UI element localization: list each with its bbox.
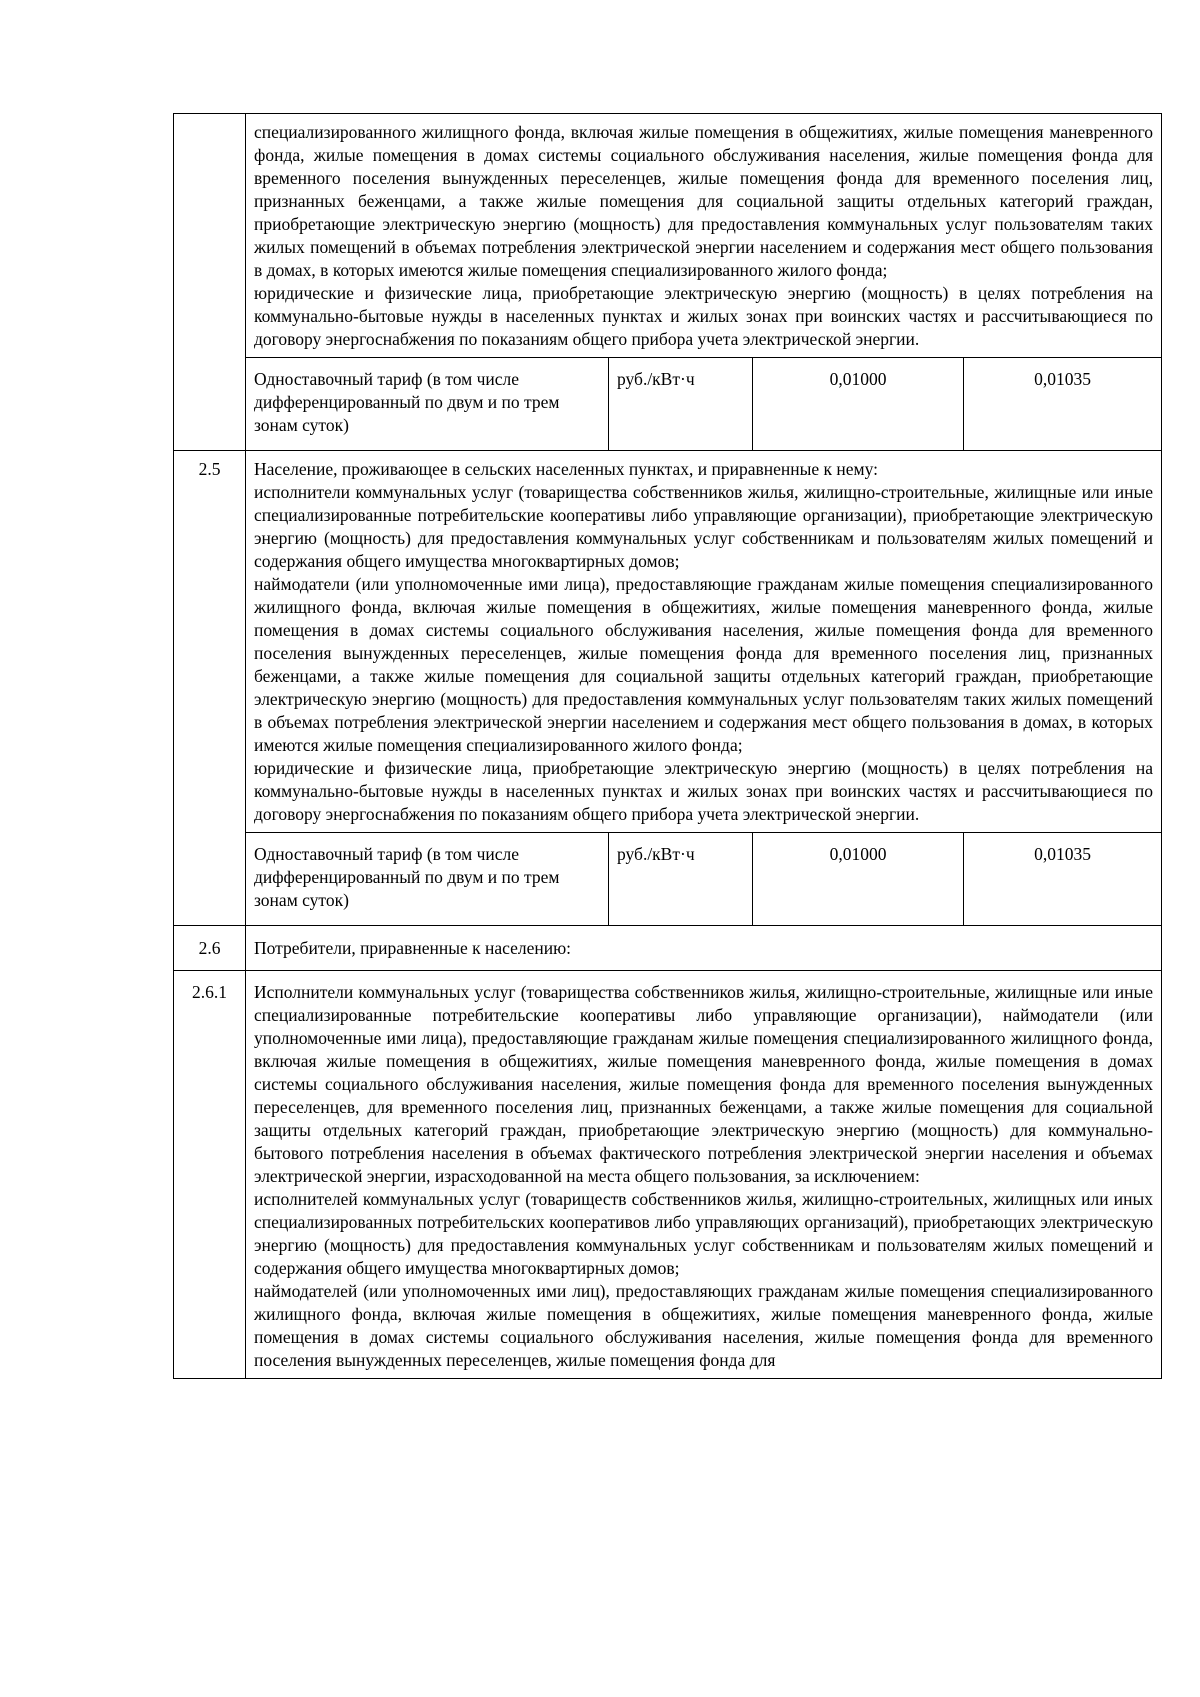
tariff-name: Одноставочный тариф (в том числе дифференцированный по двум и по трем зонам суток) — [246, 833, 609, 926]
tariff-unit: руб./кВт·ч — [609, 833, 753, 926]
paragraph: юридические и физические лица, приобретающие электрическую энергию (мощность) в целях потребления на коммунально-бытовые нужды в населенных пунктах и жилых зонах при воинских частях и рассчитывающиеся по договору энергоснабжения по показаниям общего прибора учета электрической энергии. — [254, 283, 1154, 349]
tariff-row — [174, 358, 1162, 451]
paragraph: Население, проживающее в сельских населенных пунктах, и приравненные к нему: — [254, 459, 879, 479]
paragraph: юридические и физические лица, приобретающие электрическую энергию (мощность) в целях потребления на коммунально-бытовые нужды в населенных пунктах и жилых зонах при воинских частях и рассчитывающиеся по договору энергоснабжения по показаниям общего прибора учета электрической энергии. — [254, 758, 1154, 824]
row-number: 2.6.1 — [174, 971, 246, 1379]
paragraph: наймодателей (или уполномоченных ими лиц), предоставляющих гражданам жилые помещения специализированного жилищного фонда, включая жилые помещения в общежитиях, жилые помещения маневренного фонда, жилые помещения в домах системы социального обслуживания населения, жилые помещения фонда для временного поселения вынужденных переселенцев, жилые помещения фонда для — [254, 1281, 1154, 1370]
table-row — [174, 114, 1162, 358]
table-row — [174, 971, 1162, 1379]
table-row — [174, 926, 1162, 971]
paragraph: исполнители коммунальных услуг (товарищества собственников жилья, жилищно-строительные, жилищные или иные специализированные потребительские кооперативы либо управляющие организации), приобретающие электрическую энергию (мощность) для предоставления коммунальных услуг собственникам и пользователям жилых помещений и содержания общего имущества многоквартирных домов; — [254, 482, 1154, 571]
table-row — [174, 451, 1162, 833]
tariff-unit: руб./кВт·ч — [609, 358, 753, 451]
row-number — [174, 114, 246, 451]
row-description: Потребители, приравненные к населению: — [246, 926, 1162, 971]
tariff-value-second-half: 0,01035 — [964, 358, 1162, 451]
row-number: 2.6 — [174, 926, 246, 971]
paragraph: исполнителей коммунальных услуг (товариществ собственников жилья, жилищно-строительных, жилищных или иных специализированных потребительских кооперативов либо управляющих организаций), приобретающих электрическую энергию (мощность) для предоставления коммунальных услуг собственникам и пользователям жилых помещений и содержания общего имущества многоквартирных домов; — [254, 1189, 1154, 1278]
row-description — [246, 451, 1162, 833]
row-description — [246, 971, 1162, 1379]
row-number: 2.5 — [174, 451, 246, 926]
row-description — [246, 114, 1162, 358]
tariff-name: Одноставочный тариф (в том числе дифференцированный по двум и по трем зонам суток) — [246, 358, 609, 451]
tariff-table — [173, 113, 1162, 1379]
tariff-row — [174, 833, 1162, 926]
paragraph: Исполнители коммунальных услуг (товарищества собственников жилья, жилищно-строительные, жилищные или иные специализированные потребительские кооперативы либо управляющие организации), наймодатели (или уполномоченные ими лица), предоставляющие гражданам жилые помещения специализированного жилищного фонда, включая жилые помещения в общежитиях, жилые помещения маневренного фонда, жилые помещения в домах системы социального обслуживания населения, жилые помещения фонда для временного поселения вынужденных переселенцев, для временного поселения лиц, признанных беженцами, а также жилые помещения для социальной защиты отдельных категорий граждан, приобретающие электрическую энергию (мощность) для коммунально-бытового потребления населения в объемах фактического потребления электрической энергии населения и объемах электрической энергии, израсходованной на места общего пользования, за исключением: — [254, 982, 1154, 1186]
tariff-value-second-half: 0,01035 — [964, 833, 1162, 926]
paragraph: специализированного жилищного фонда, включая жилые помещения в общежитиях, жилые помещения маневренного фонда, жилые помещения в домах системы социального обслуживания населения, жилые помещения фонда для временного поселения вынужденных переселенцев, жилые помещения фонда для временного поселения лиц, признанных беженцами, а также жилые помещения для социальной защиты отдельных категорий граждан, приобретающие электрическую энергию (мощность) для предоставления коммунальных услуг пользователям таких жилых помещений в объемах потребления электрической энергии населением и содержания мест общего пользования в домах, в которых имеются жилые помещения специализированного жилого фонда; — [254, 122, 1154, 280]
tariff-value-first-half: 0,01000 — [753, 358, 964, 451]
tariff-value-first-half: 0,01000 — [753, 833, 964, 926]
paragraph: наймодатели (или уполномоченные ими лица), предоставляющие гражданам жилые помещения специализированного жилищного фонда, включая жилые помещения в общежитиях, жилые помещения маневренного фонда, жилые помещения в домах системы социального обслуживания населения, жилые помещения фонда для временного поселения вынужденных переселенцев, жилые помещения фонда для временного поселения лиц, признанных беженцами, а также жилые помещения для социальной защиты отдельных категорий граждан, приобретающие электрическую энергию (мощность) для предоставления коммунальных услуг пользователям таких жилых помещений в объемах потребления электрической энергии населением и содержания мест общего пользования в домах, в которых имеются жилые помещения специализированного жилого фонда; — [254, 574, 1154, 755]
